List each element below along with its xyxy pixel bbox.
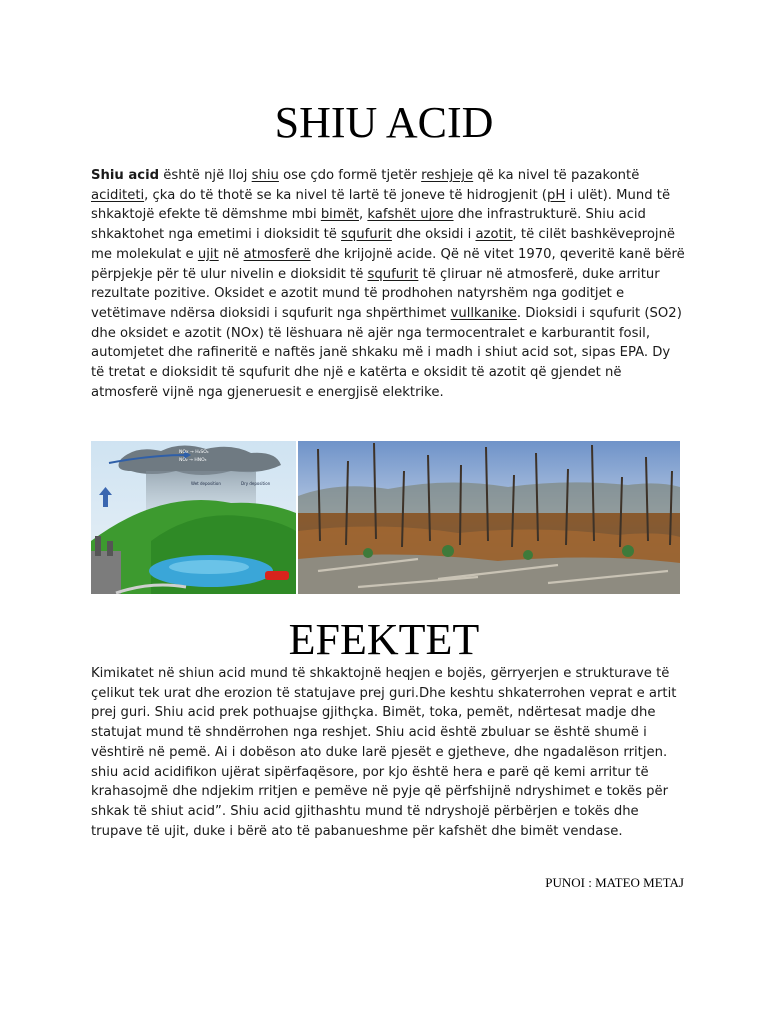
link-bimet[interactable]: bimët [320,207,359,223]
intro-text: është një lloj [159,168,252,183]
intro-text: , çka do të thotë se ka nivel të lartë të joneve të hidrogjenit ( [144,187,547,203]
link-vullkanike[interactable]: vullkanike [450,305,517,321]
link-ujit[interactable]: ujit [197,246,219,262]
intro-bold-term: Shiu acid [91,168,160,183]
diagram-label-top: NOx → H₂SO₄ [179,450,209,455]
dead-forest-svg [298,441,680,594]
dead-forest-photo [298,441,680,594]
author-credit: PUNOI : MATEO METAJ [545,875,684,890]
link-azotit[interactable]: azotit [475,227,513,243]
intro-text: , të cilët bashkëveprojnë me molekulat e [91,227,676,262]
intro-text: . Dioksidi i squfurit (SO2) dhe oksidet e azotit (NOx) të lëshuara në ajër nga termocentralet e karburantit fosil, automjetet dhe rafineritë e naftës janë shkaku më i madh i shiut acid sot, sipas EPA. Dy të tretat e dioksidit të squfurit dhe një e katërta e oksidit të azotit që gjendet në atmosferë vijnë nga gjeneruesit e energjisë elektrike. [91,305,682,400]
link-reshjeje[interactable]: reshjeje [421,168,474,183]
intro-text: në [218,246,244,262]
diagram-label-dry: Dry deposition [241,481,271,486]
link-shiu[interactable]: shiu [251,168,279,183]
intro-text: dhe oksidi i [391,227,476,243]
page-title: SHIU ACID [274,98,494,147]
smokestack [107,541,113,556]
intro-text: dhe infrastrukturë. Shiu acid shkaktohet nga emetimi i dioksidit të [91,207,646,243]
intro-text: të çliruar në atmosferë, duke arritur rezultate pozitive. Oksidet e azotit mund të prodhohen natyrshëm nga goditjet e vetëtimave ndërsa dioksidi i squfurit nga shpërthimet [91,266,660,321]
intro-text: i ulët). Mund të shkaktojë efekte të dëmshme mbi [91,187,671,223]
effects-paragraph: Kimikatet në shiun acid mund të shkaktojnë heqjen e bojës, gërryerjen e strukturave të çelikut tek urat dhe erozion të statujave prej guri.Dhe keshtu shkaterrohen veprat e artit prej guri. Shiu acid prek pothuajse gjithçka. Bimët, toka, pemët, ndërtesat madje dhe statujat mund të shndërrohen nga reshjet. Shiu acid është zbuluar se është shumë i vështirë në pemë. Ai i dobëson ato duke larë pjesët e gjetheve, dhe ngadalëson rritjen. shiu acid acidifikon ujërat sipërfaqësore, por kjo është hera e parë që kemi arritur të krahasojmë dhe ndjekim rritjen e pemëve në pyje që përfshijnë ndryshimet e tokës për shkak të shiut acid”. Shiu acid gjithashtu mund të ndryshojë përbërjen e tokës dhe trupave të ujit, duke i bërë ato të pabanueshme për kafshët dhe bimët vendase. [91,666,677,839]
link-atmosfere[interactable]: atmosferë [243,246,311,262]
up-arrow-icon [103,493,108,507]
acid-rain-diagram [91,441,296,594]
factory [91,551,121,594]
intro-text: që ka nivel të pazakontë [473,168,640,183]
link-aciditeti[interactable]: aciditeti [91,187,145,203]
smokestack [95,536,101,556]
diagram-label-mid: NO₂ → HNO₃ [179,458,207,463]
link-squfurit[interactable]: squfurit [341,227,392,243]
diagram-label-wet: Wet deposition [191,481,221,486]
fallen-logs [298,554,680,594]
intro-text: , [358,207,368,223]
acid-rain-diagram-svg [91,441,296,594]
link-squfurit-2[interactable]: squfurit [367,266,419,282]
link-kafshet-ujore[interactable]: kafshët ujore [367,207,454,223]
lake-highlight [169,560,249,574]
section-title: EFEKTET [288,615,480,664]
link-ph[interactable]: pH [546,187,566,203]
intro-text: dhe krijojnë acide. Që në vitet 1970, qeveritë kanë bërë përpjekje për të ulur nivelin e dioksidit të [91,246,685,282]
car [265,571,289,580]
intro-paragraph [91,166,685,402]
intro-text: ose çdo formë tjetër [278,168,422,183]
